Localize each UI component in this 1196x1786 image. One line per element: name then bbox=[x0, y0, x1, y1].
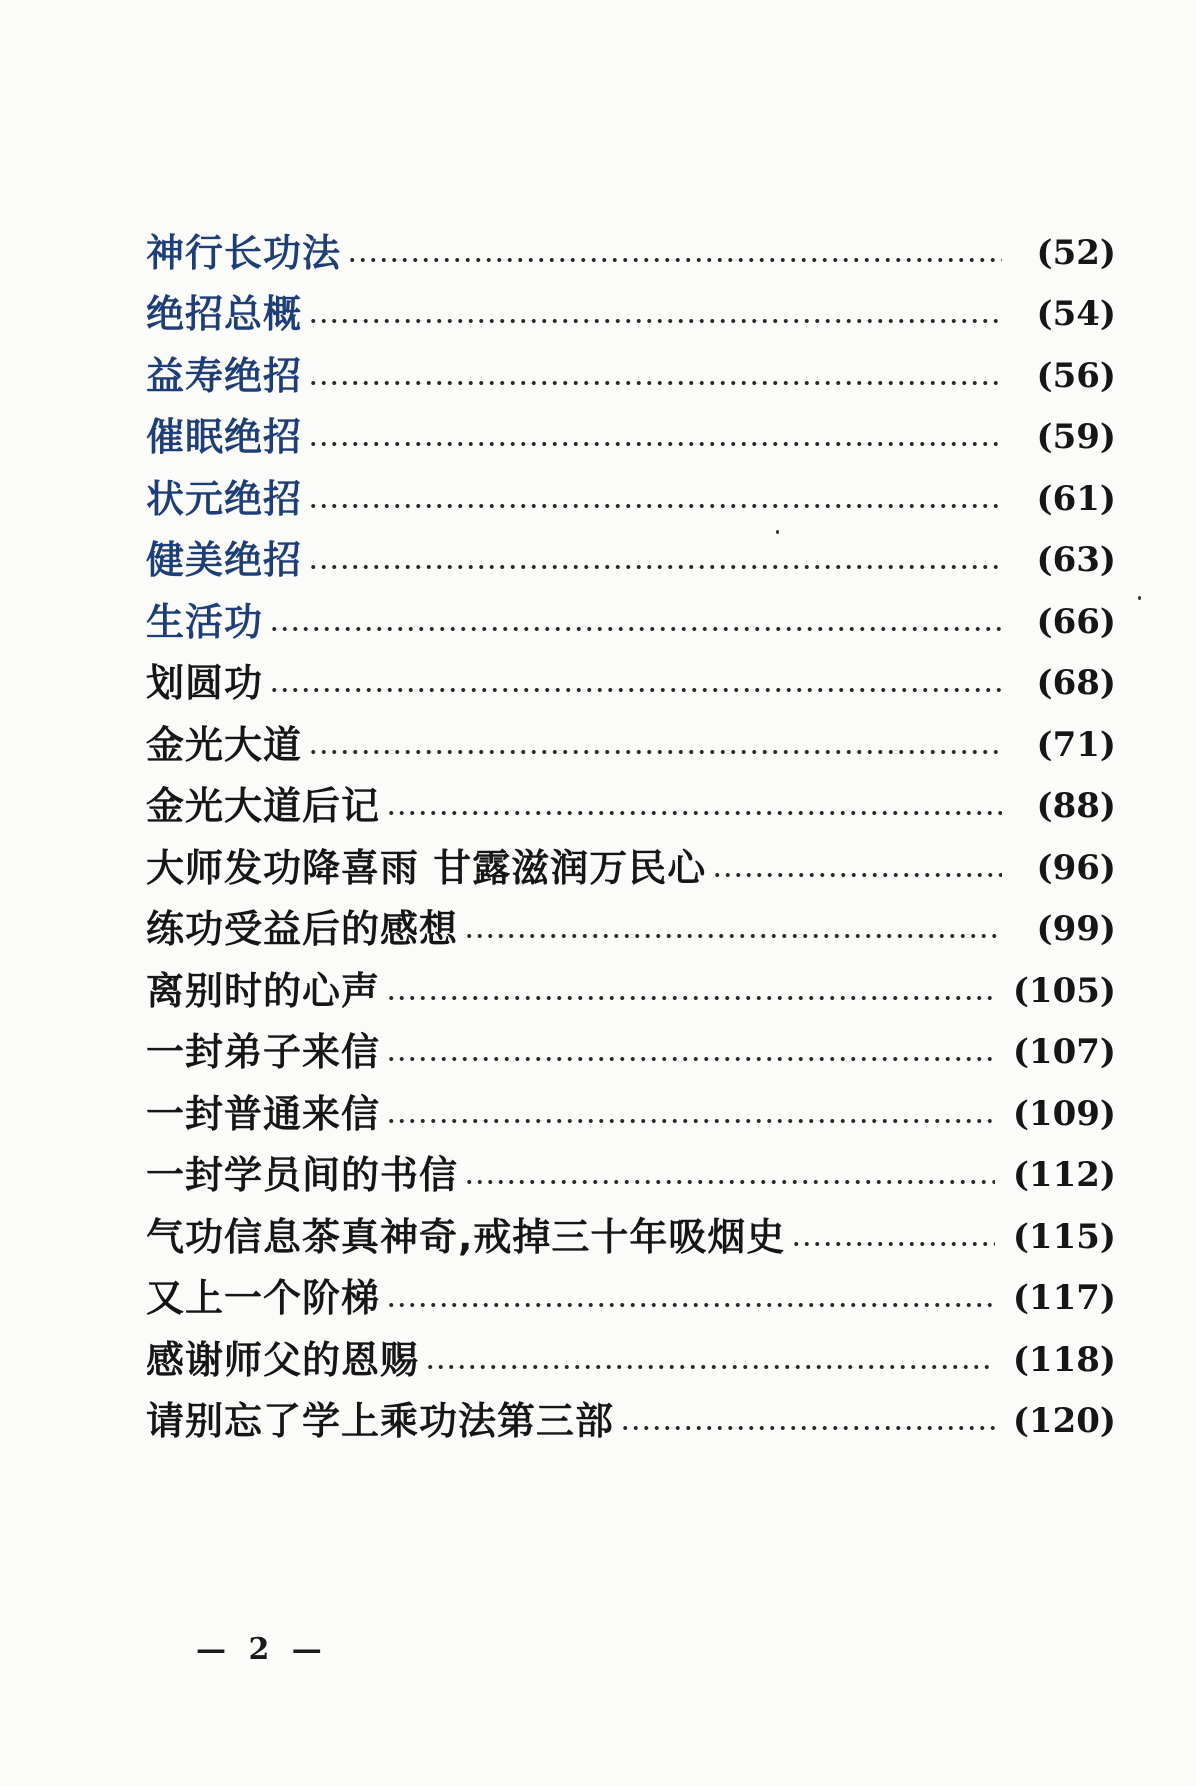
dot-leader bbox=[308, 504, 1002, 508]
toc-entry-page-number: (107) bbox=[1012, 1032, 1116, 1073]
dot-leader bbox=[712, 873, 1002, 877]
toc-entry bbox=[146, 1022, 1116, 1084]
toc-entry-title: 划圆功 bbox=[146, 661, 264, 706]
toc-entry-title: 又上一个阶梯 bbox=[146, 1276, 381, 1321]
toc-entry-title: 气功信息茶真神奇,戒掉三十年吸烟史 bbox=[146, 1214, 786, 1259]
toc-entry bbox=[146, 345, 1116, 407]
toc-entry-page-number: (115) bbox=[1012, 1216, 1116, 1257]
toc-entry bbox=[146, 1329, 1116, 1391]
dot-leader bbox=[308, 319, 1002, 323]
toc-entry-title: 一封学员间的书信 bbox=[146, 1153, 459, 1198]
toc-entry-page-number: (120) bbox=[1012, 1401, 1116, 1442]
toc-entry-title: 练功受益后的感想 bbox=[146, 907, 459, 952]
toc-entry-page-number: (112) bbox=[1012, 1155, 1116, 1196]
toc-entry bbox=[146, 1268, 1116, 1330]
dot-leader bbox=[308, 381, 1002, 385]
toc-entry-title: 生活功 bbox=[146, 599, 264, 644]
toc-entry bbox=[146, 837, 1116, 899]
toc-entry-page-number: (96) bbox=[1036, 847, 1116, 888]
toc-entry bbox=[146, 776, 1116, 838]
toc-entry-page-number: (56) bbox=[1036, 355, 1116, 396]
dot-leader bbox=[269, 688, 1002, 692]
toc-entry-title: 催眠绝招 bbox=[146, 415, 303, 460]
toc-entry-page-number: (63) bbox=[1036, 540, 1116, 581]
toc-entry bbox=[146, 530, 1116, 592]
toc-entry bbox=[146, 1145, 1116, 1207]
dot-leader bbox=[386, 811, 1002, 815]
toc-entry-title: 请别忘了学上乘功法第三部 bbox=[146, 1399, 615, 1444]
toc-entry-page-number: (109) bbox=[1012, 1093, 1116, 1134]
toc-entry-page-number: (118) bbox=[1012, 1339, 1116, 1380]
toc-entry bbox=[146, 1391, 1116, 1453]
dot-leader bbox=[308, 442, 1002, 446]
dot-leader bbox=[464, 1180, 995, 1184]
toc-entry-title: 金光大道后记 bbox=[146, 784, 381, 829]
toc-entry-title: 健美绝招 bbox=[146, 538, 303, 583]
toc-entry-title: 一封普通来信 bbox=[146, 1091, 381, 1136]
toc-entry bbox=[146, 714, 1116, 776]
dot-leader bbox=[464, 934, 1002, 938]
toc-entry-title: 金光大道 bbox=[146, 722, 303, 767]
dot-leader bbox=[386, 1119, 995, 1123]
toc-entry-title: 绝招总概 bbox=[146, 292, 303, 337]
toc-entry bbox=[146, 960, 1116, 1022]
dot-leader bbox=[308, 750, 1002, 754]
page-number: — 2 — bbox=[196, 1632, 328, 1667]
toc-entry bbox=[146, 1083, 1116, 1145]
toc-entry-page-number: (59) bbox=[1036, 417, 1116, 458]
dot-leader bbox=[386, 1057, 995, 1061]
scan-speck bbox=[1138, 596, 1141, 600]
scan-speck bbox=[776, 530, 779, 534]
toc-entry-title: 神行长功法 bbox=[146, 230, 342, 275]
toc-entry-title: 益寿绝招 bbox=[146, 353, 303, 398]
toc-entry-title: 离别时的心声 bbox=[146, 968, 381, 1013]
dot-leader bbox=[386, 996, 995, 1000]
toc-entry bbox=[146, 899, 1116, 961]
dot-leader bbox=[269, 627, 1002, 631]
toc-entry-page-number: (68) bbox=[1036, 663, 1116, 704]
dot-leader bbox=[347, 258, 1002, 262]
toc-entry-title: 状元绝招 bbox=[146, 476, 303, 521]
dot-leader bbox=[386, 1303, 995, 1307]
toc-entry-title: 一封弟子来信 bbox=[146, 1030, 381, 1075]
table-of-contents bbox=[146, 222, 1116, 1452]
dot-leader bbox=[791, 1242, 994, 1246]
toc-entry bbox=[146, 468, 1116, 530]
toc-entry bbox=[146, 407, 1116, 469]
toc-entry-page-number: (99) bbox=[1036, 909, 1116, 950]
toc-entry-title: 大师发功降喜雨 甘露滋润万民心 bbox=[146, 845, 707, 890]
toc-entry bbox=[146, 284, 1116, 346]
toc-entry bbox=[146, 591, 1116, 653]
toc-entry bbox=[146, 222, 1116, 284]
toc-entry-page-number: (52) bbox=[1036, 232, 1116, 273]
toc-entry-page-number: (61) bbox=[1036, 478, 1116, 519]
toc-entry-page-number: (54) bbox=[1036, 294, 1116, 335]
dot-leader bbox=[308, 565, 1002, 569]
toc-entry-page-number: (117) bbox=[1012, 1278, 1116, 1319]
toc-entry bbox=[146, 653, 1116, 715]
toc-entry-page-number: (66) bbox=[1036, 601, 1116, 642]
toc-entry bbox=[146, 1206, 1116, 1268]
dot-leader bbox=[425, 1365, 995, 1369]
dot-leader bbox=[620, 1426, 995, 1430]
toc-entry-title: 感谢师父的恩赐 bbox=[146, 1337, 420, 1382]
toc-entry-page-number: (88) bbox=[1036, 786, 1116, 827]
toc-entry-page-number: (105) bbox=[1012, 970, 1116, 1011]
toc-entry-page-number: (71) bbox=[1036, 724, 1116, 765]
